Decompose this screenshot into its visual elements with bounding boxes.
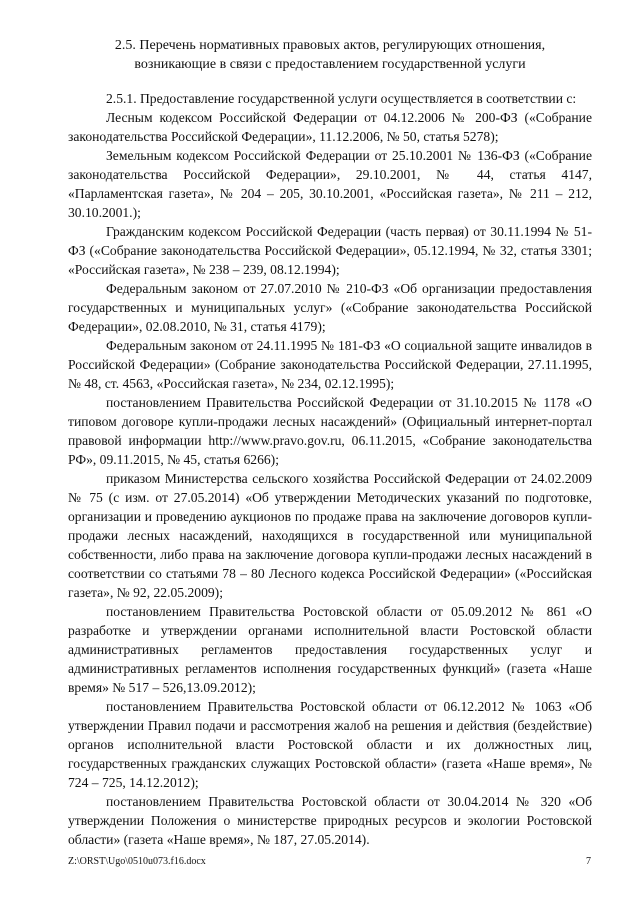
footer-page-number: 7 xyxy=(586,856,591,867)
footer-file-path: Z:\ORST\Ugo\0510u073.f16.docx xyxy=(68,856,206,867)
paragraph-resolution-861: постановлением Правительства Ростовской области от 05.09.2012 № 861 «О разработке и утверждении органами исполнительной власти Ростовской области административных регламентов предоставления государственных услуг и административных регламентов исполнения государственных функций» (газета «Наше время» № 517 – 526,13.09.2012); xyxy=(68,604,592,695)
section-title xyxy=(60,36,600,74)
paragraph-intro: 2.5.1. Предоставление государственной услуги осуществляется в соответствии с: xyxy=(106,91,577,106)
paragraph-law-210: Федеральным законом от 27.07.2010 № 210-ФЗ «Об организации предоставления государственных и муниципальных услуг» («Собрание законодательства Российской Федерации», 02.08.2010, № 31, статья 4179); xyxy=(68,281,592,334)
document-body xyxy=(68,89,592,849)
section-title-line-1: 2.5. Перечень нормативных правовых актов, регулирующих отношения, xyxy=(114,38,546,53)
paragraph-resolution-1063: постановлением Правительства Ростовской области от 06.12.2012 № 1063 «Об утверждении Правил подачи и рассмотрения жалоб на решения и действия (бездействие) органов исполнительной власти Ростовской области и их должностных лиц, государственных гражданских служащих Ростовской области» (газета «Наше время», № 724 – 725, 14.12.2012); xyxy=(68,699,592,790)
paragraph-forest-code: Лесным кодексом Российской Федерации от 04.12.2006 № 200-ФЗ («Собрание законодательства Российской Федерации», 11.12.2006, № 50, статья 5278); xyxy=(68,110,592,144)
paragraph-resolution-1178: постановлением Правительства Российской Федерации от 31.10.2015 № 1178 «О типовом договоре купли-продажи лесных насаждений» (Официальный интернет-портал правовой информации http://www.pravo.gov.ru, 06.11.2015, «Собрание законодательства РФ», 09.11.2015, № 45, статья 6266); xyxy=(68,395,592,467)
section-title-line-2: возникающие в связи с предоставлением государственной услуги xyxy=(134,57,526,72)
paragraph-civil-code: Гражданским кодексом Российской Федерации (часть первая) от 30.11.1994 № 51-ФЗ («Собрание законодательства Российской Федерации», 05.12.1994, № 32, статья 3301; «Российская газета», № 238 – 239, 08.12.1994); xyxy=(68,224,592,277)
paragraph-land-code: Земельным кодексом Российской Федерации от 25.10.2001 № 136-ФЗ («Собрание законодательства Российской Федерации», 29.10.2001, № 44, статья 4147, «Парламентская газета», № 204 – 205, 30.10.2001, «Российская газета», № 211 – 212, 30.10.2001.); xyxy=(68,148,592,220)
paragraph-resolution-320: постановлением Правительства Ростовской области от 30.04.2014 № 320 «Об утверждении Положения о министерстве природных ресурсов и экологии Ростовской области» (газета «Наше время», № 187, 27.05.2014). xyxy=(68,794,592,847)
paragraph-order-75: приказом Министерства сельского хозяйства Российской Федерации от 24.02.2009 № 75 (с изм. от 27.05.2014) «Об утверждении Методических указаний по подготовке, организации и проведению аукционов по продаже права на заключение договоров купли-продажи лесных насаждений, находящихся в государственной или муниципальной собственности, либо права на заключение договора купли-продажи лесных насаждений в соответствии со статьями 78 – 80 Лесного кодекса Российской Федерации» («Российская газета», № 92, 22.05.2009); xyxy=(68,471,592,600)
paragraph-law-181: Федеральным законом от 24.11.1995 № 181-ФЗ «О социальной защите инвалидов в Российской Федерации» (Собрание законодательства Российской Федерации, 27.11.1995, № 48, ст. 4563, «Российская газета», № 234, 02.12.1995); xyxy=(68,338,592,391)
